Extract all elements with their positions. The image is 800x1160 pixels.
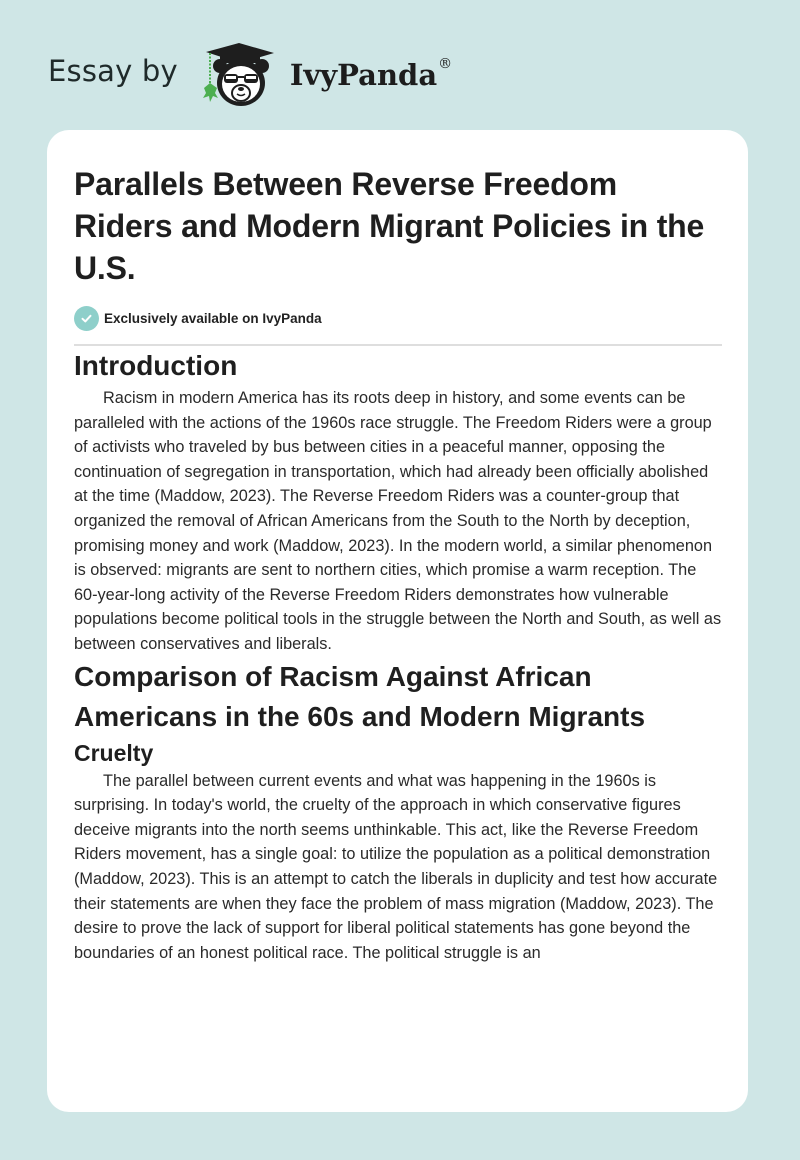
brand-name-text: IvyPanda <box>289 58 438 92</box>
essay-card <box>47 130 748 1112</box>
brand-name[interactable] <box>290 58 452 92</box>
introduction-paragraph: Racism in modern America has its roots deep in history, and some events can be paralleled with the actions of the 1960s race struggle. The Freedom Riders were a group of activists who traveled by bus between cities in a peaceful manner, opposing the continuation of segregation in transportation, which had already been officially abolished at the time (Maddow, 2023). The Reverse Freedom Riders was a counter-group that organized the removal of African Americans from the South to the North by deception, promising money and work (Maddow, 2023). In the modern world, a similar phenomenon is observed: migrants are sent to northern cities, which promise a warm reception. The 60-year-long activity of the Reverse Freedom Riders demonstrates how vulnerable populations become political tools in the struggle between the North and South, as well as between conservatives and liberals. <box>74 389 722 653</box>
section-heading-introduction: Introduction <box>74 350 238 381</box>
subsection-heading-cruelty: Cruelty <box>74 739 154 766</box>
page-title: Parallels Between Reverse Freedom Riders and Modern Migrant Policies in the U.S. <box>74 166 705 286</box>
essay-content <box>74 163 724 965</box>
registered-trademark: ® <box>438 56 453 73</box>
cruelty-paragraph: The parallel between current events and what was happening in the 1960s is surprising. In today's world, the cruelty of the approach in which conservative figures deceive migrants into the north seems unthinkable. This act, like the Reverse Freedom Riders movement, has a single goal: to utilize the population as a political demonstration (Maddow, 2023). This is an attempt to catch the liberals in duplicity and test how accurate their statements are when they face the problem of mass migration (Maddow, 2023). The desire to prove the lack of support for liberal political statements has gone beyond the boundaries of an honest political race. The political struggle is an <box>74 771 718 962</box>
checkmark-circle-icon <box>74 306 99 331</box>
exclusive-badge-text: Exclusively available on IvyPanda <box>104 310 322 326</box>
section-heading-comparison: Comparison of Racism Against African Americans in the 60s and Modern Migrants <box>74 660 646 732</box>
essay-by-label: Essay by <box>48 54 178 88</box>
exclusive-badge <box>74 305 724 331</box>
site-header <box>48 36 452 110</box>
panda-graduation-cap-icon[interactable] <box>196 36 286 110</box>
